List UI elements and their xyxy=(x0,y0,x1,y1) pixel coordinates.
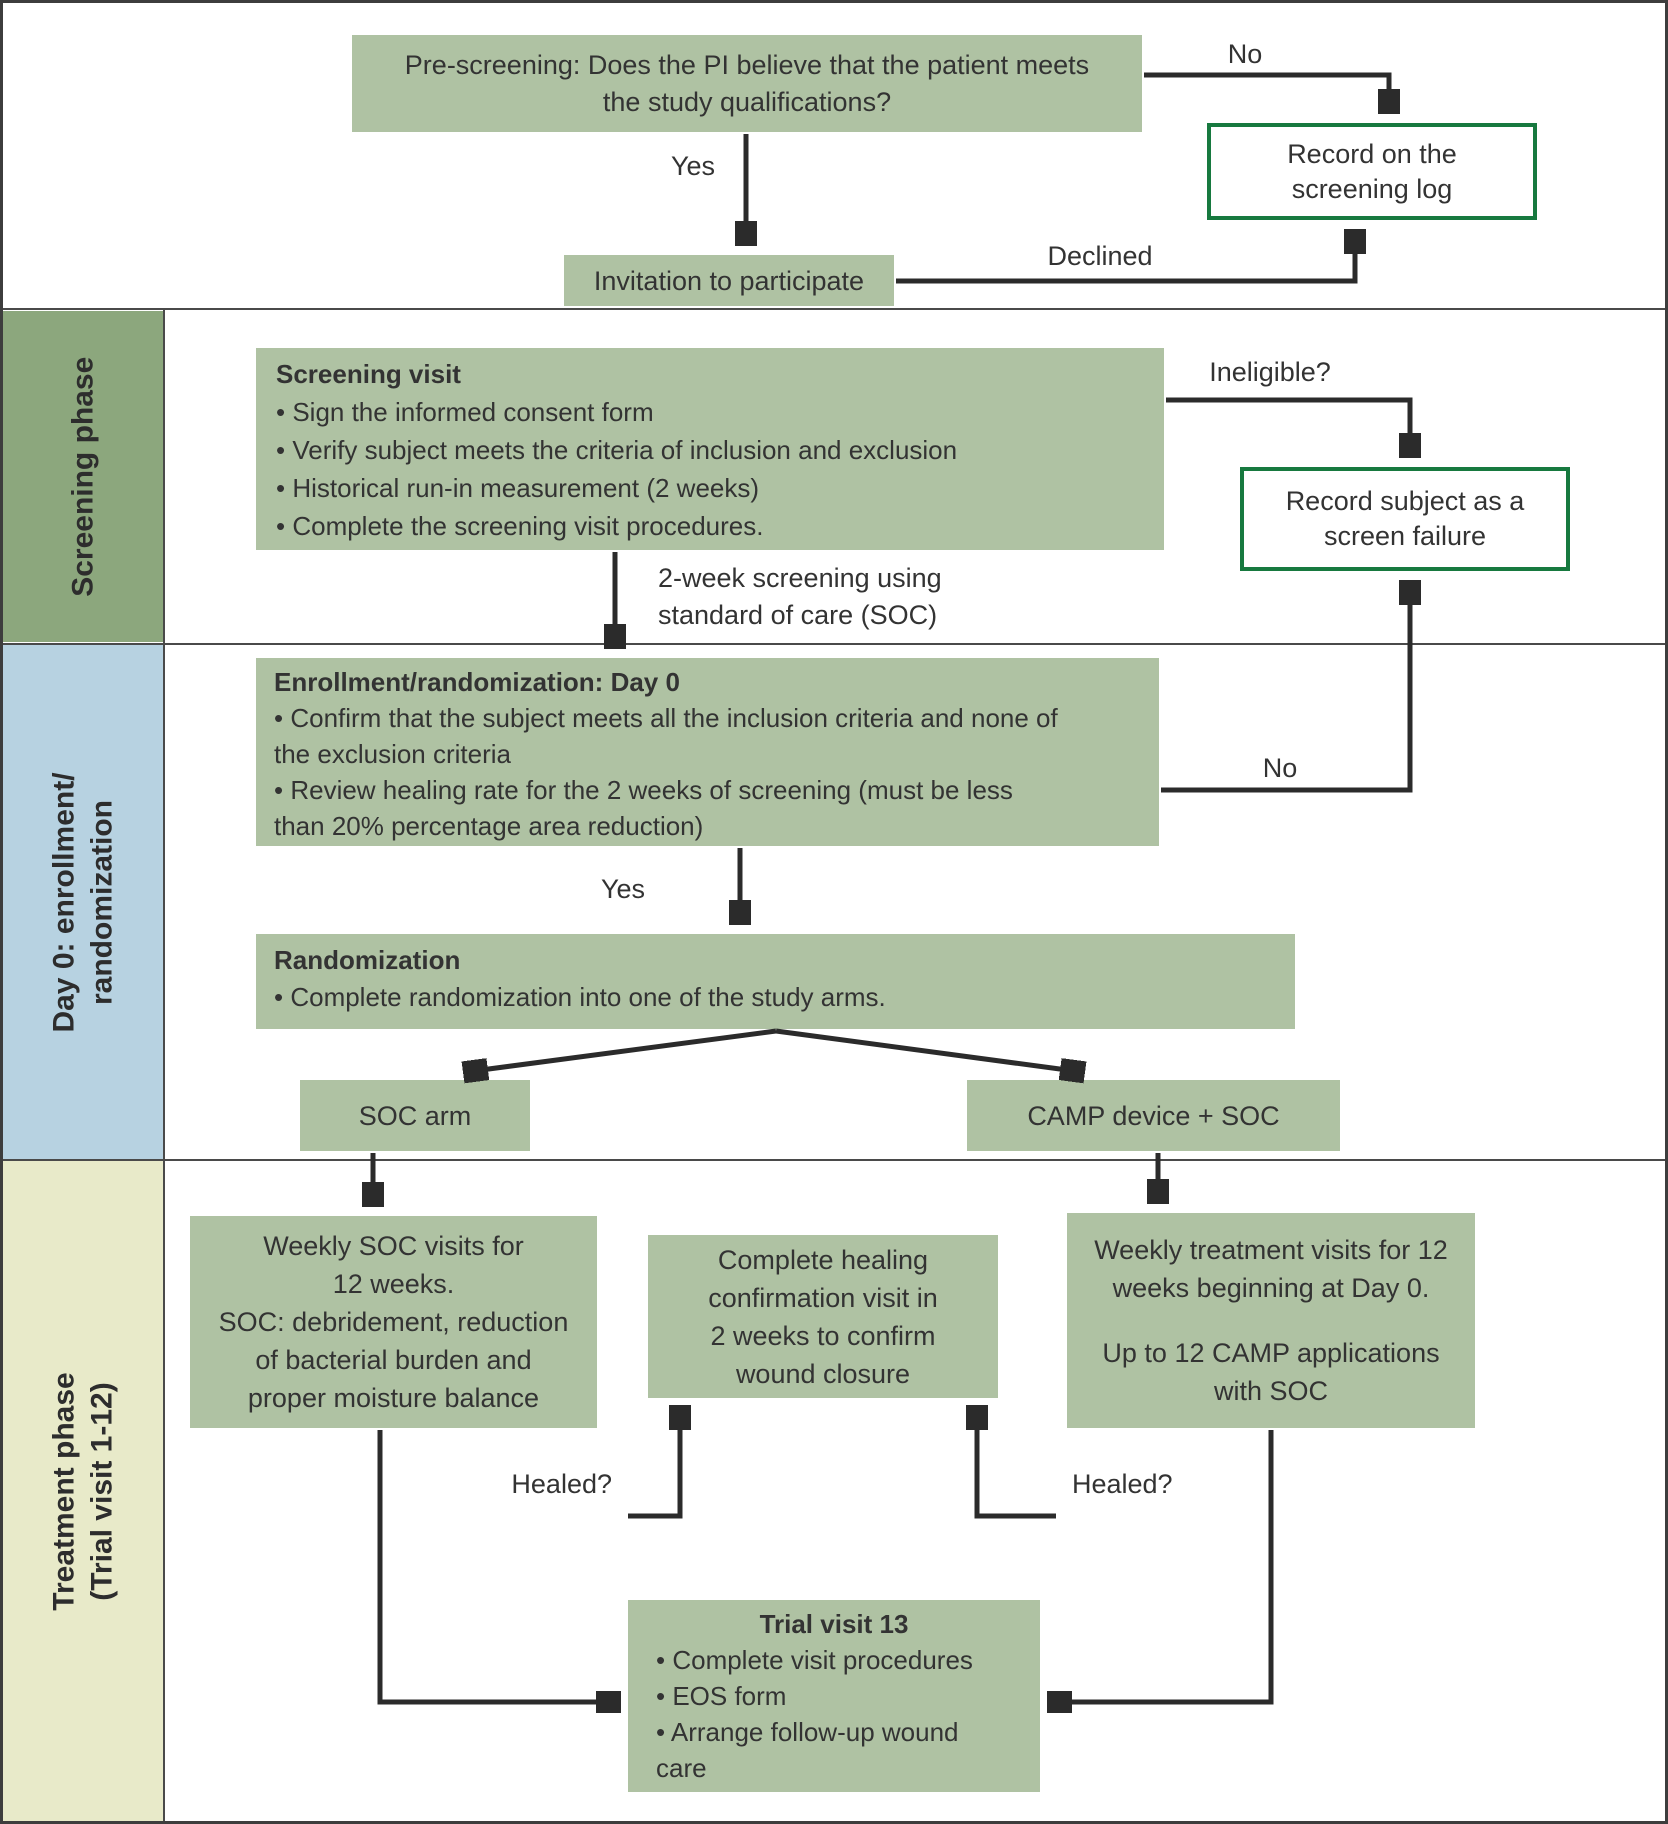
label-healed-right: Healed? xyxy=(1072,1469,1173,1499)
treatment-phase-label: Treatment phase (Trial visit 1-12) xyxy=(47,1371,119,1611)
label-yes-prescreening: Yes xyxy=(670,151,715,181)
arrow-ineligible xyxy=(1166,400,1410,455)
divider-screening-enrollment xyxy=(0,643,1668,645)
screening-visit-box: Screening visit • Sign the informed consent form • Verify subject meets the criteria of inclusion and exclusion • Historical run-in measurement (2 weeks) • Complete the screening visit procedures. xyxy=(256,348,1164,550)
label-no-enrollment: No xyxy=(1262,753,1298,783)
trial-visit-13-title: Trial visit 13 xyxy=(759,1609,909,1639)
invitation-box: Invitation to participate xyxy=(564,255,894,306)
arrow-healed-left xyxy=(628,1408,680,1516)
label-yes-enrollment: Yes xyxy=(600,874,645,904)
divider-prescreening-screening xyxy=(0,308,1668,310)
treatment-phase-band xyxy=(3,1161,163,1821)
prescreening-box: Pre-screening: Does the PI believe that the patient meets the study qualifications? xyxy=(352,35,1142,132)
weekly-treatment-visits-box: Weekly treatment visits for 12 weeks beginning at Day 0. Up to 12 CAMP applications with SOC xyxy=(1067,1213,1475,1428)
screening-phase-band xyxy=(3,311,163,642)
sidebar-separator xyxy=(163,308,165,1821)
screening-visit-title: Screening visit xyxy=(276,359,461,389)
weekly-soc-visits-box: Weekly SOC visits for 12 weeks. SOC: debridement, reduction of bacterial burden and proper moisture balance xyxy=(190,1216,597,1428)
enrollment-phase-band xyxy=(3,645,163,1159)
screen-failure-box: Record subject as a screen failure xyxy=(1240,467,1570,571)
label-no-prescreening: No xyxy=(1227,39,1263,69)
enrollment-title: Enrollment/randomization: Day 0 xyxy=(274,667,680,697)
healing-confirmation-box: Complete healing confirmation visit in 2 weeks to confirm wound closure xyxy=(648,1235,998,1398)
arrow-randomization-to-soc xyxy=(466,1031,776,1072)
arrow-healed-right xyxy=(977,1408,1056,1516)
trial-visit-13-box: Trial visit 13 • Complete visit procedures • EOS form • Arrange follow-up wound care xyxy=(628,1600,1040,1792)
divider-enrollment-treatment xyxy=(0,1159,1668,1161)
label-declined: Declined xyxy=(1047,241,1153,271)
label-two-week-screening: 2-week screening using standard of care (SOC) xyxy=(658,563,942,630)
soc-arm-box: SOC arm xyxy=(300,1080,530,1151)
record-screening-log-box: Record on the screening log xyxy=(1207,123,1537,220)
camp-arm-box: CAMP device + SOC xyxy=(967,1080,1340,1151)
screening-phase-label: Screening phase xyxy=(66,356,100,597)
randomization-title: Randomization xyxy=(274,945,461,975)
enrollment-box: Enrollment/randomization: Day 0 • Confirm that the subject meets all the inclusion criteria and none of the exclusion criteria • Review healing rate for the 2 weeks of screening (must be less than 20% percentage area reduction) xyxy=(256,658,1159,846)
label-ineligible: Ineligible? xyxy=(1209,357,1331,387)
arrow-randomization-to-camp xyxy=(776,1031,1082,1072)
randomization-box: Randomization • Complete randomization into one of the study arms. xyxy=(256,934,1295,1029)
label-healed-left: Healed? xyxy=(511,1469,612,1499)
arrow-prescreening-no xyxy=(1144,75,1389,111)
enrollment-phase-label: Day 0: enrollment/ randomization xyxy=(47,771,119,1033)
